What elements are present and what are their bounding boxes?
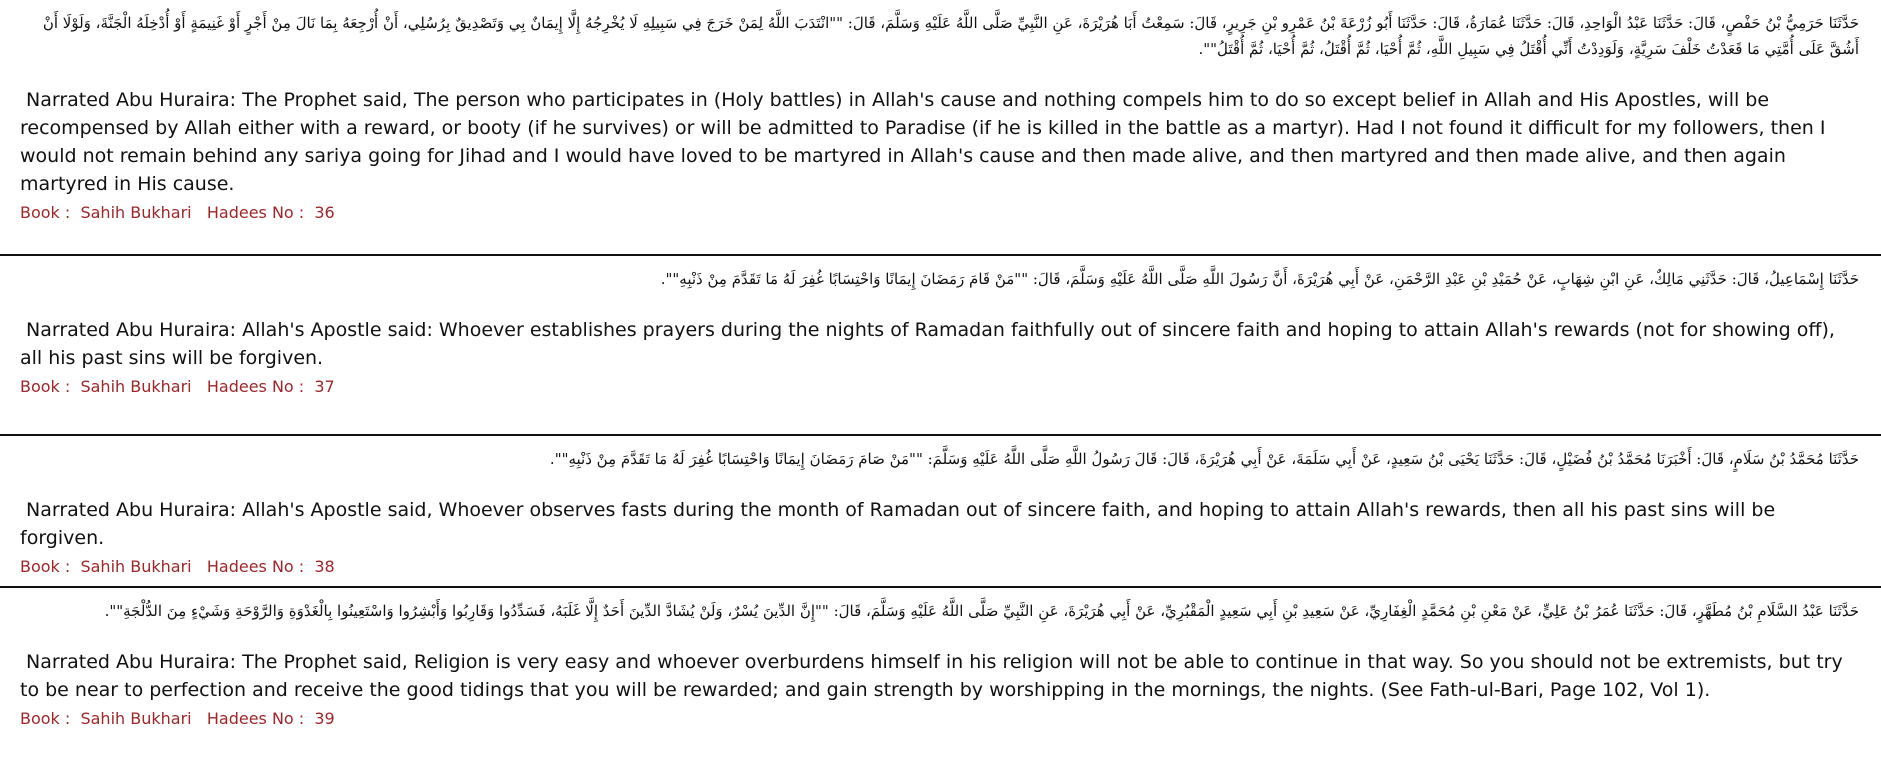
hadees-number: Hadees No : 38 bbox=[206, 557, 335, 576]
hadith-entry bbox=[0, 588, 1881, 768]
book-label: Book : Sahih Bukhari bbox=[20, 203, 192, 222]
english-translation: Narrated Abu Huraira: The Prophet said, Religion is very easy and whoever overburdens himself in his religion will not be able to continue in that way. So you should not be extremists, but try to be near to perfection and receive the good tidings that you will be rewarded; and gain strength by worshipping in the mornings, the nights. (See Fath-ul-Bari, Page 102, Vol 1). bbox=[20, 651, 1843, 701]
book-label: Book : Sahih Bukhari bbox=[20, 709, 192, 728]
hadith-entry bbox=[0, 0, 1881, 256]
hadith-reference bbox=[20, 376, 1861, 402]
arabic-text: حَدَّثَنَا إِسْمَاعِيلُ، قَالَ: حَدَّثَنِي مَالِكٌ، عَنِ ابْنِ شِهَابٍ، عَنْ حُمَيْدِ بْنِ عَبْدِ الرَّحْمَنِ، عَنْ أَبِي هُرَيْرَةَ، أَنَّ رَسُولَ اللَّهِ صَلَّى اللَّهُ عَلَيْهِ وَسَلَّمَ، قَالَ: ""مَنْ قَامَ رَمَضَانَ إِيمَانًا وَاحْتِسَابًا غُفِرَ لَهُ مَا تَقَدَّمَ مِنْ ذَنْبِهِ"". bbox=[660, 270, 1859, 288]
arabic-text: حَدَّثَنَا عَبْدُ السَّلَامِ بْنُ مُطَهَّرٍ، قَالَ: حَدَّثَنَا عُمَرُ بْنُ عَلِيٍّ، عَنْ مَعْنِ بْنِ مُحَمَّدٍ الْغِفَارِيِّ، عَنْ سَعِيدِ بْنِ أَبِي سَعِيدٍ الْمَقْبُرِيِّ، عَنْ أَبِي هُرَيْرَةَ، عَنِ النَّبِيِّ صَلَّى اللَّهُ عَلَيْهِ وَسَلَّمَ، قَالَ: ""إِنَّ الدِّينَ يُسْرٌ، وَلَنْ يُشَادَّ الدِّينَ أَحَدٌ إِلَّا غَلَبَهُ، فَسَدِّدُوا وَقَارِبُوا وَأَبْشِرُوا وَاسْتَعِينُوا بِالْغَدْوَةِ وَالرَّوْحَةِ وَشَيْءٍ مِنَ الدُّلْجَةِ"". bbox=[104, 602, 1859, 620]
hadith-reference bbox=[20, 202, 1861, 228]
hadees-number: Hadees No : 37 bbox=[206, 377, 335, 396]
hadith-reference bbox=[20, 708, 1861, 734]
english-translation: Narrated Abu Huraira: Allah's Apostle said: Whoever establishes prayers during the nights of Ramadan faithfully out of sincere faith and hoping to attain Allah's rewards (not for showing off), all his past sins will be forgiven. bbox=[20, 319, 1835, 369]
hadees-number: Hadees No : 39 bbox=[206, 709, 335, 728]
hadith-entry bbox=[0, 436, 1881, 588]
book-label: Book : Sahih Bukhari bbox=[20, 557, 192, 576]
hadith-reference bbox=[20, 556, 1861, 582]
english-translation: Narrated Abu Huraira: Allah's Apostle said, Whoever observes fasts during the month of Ramadan out of sincere faith, and hoping to attain Allah's rewards, then all his past sins will be forgiven. bbox=[20, 499, 1776, 549]
book-label: Book : Sahih Bukhari bbox=[20, 377, 192, 396]
arabic-text: حَدَّثَنَا مُحَمَّدُ بْنُ سَلَامٍ، قَالَ: أَخْبَرَنَا مُحَمَّدُ بْنُ فُضَيْلٍ، قَالَ: حَدَّثَنَا يَحْيَى بْنُ سَعِيدٍ، عَنْ أَبِي سَلَمَةَ، عَنْ أَبِي هُرَيْرَةَ، قَالَ: قَالَ رَسُولُ اللَّهِ صَلَّى اللَّهُ عَلَيْهِ وَسَلَّمَ: ""مَنْ صَامَ رَمَضَانَ إِيمَانًا وَاحْتِسَابًا غُفِرَ لَهُ مَا تَقَدَّمَ مِنْ ذَنْبِهِ"". bbox=[549, 450, 1859, 468]
arabic-text: حَدَّثَنَا حَرَمِيُّ بْنُ حَفْصٍ، قَالَ: حَدَّثَنَا عَبْدُ الْوَاحِدِ، قَالَ: حَدَّثَنَا عُمَارَةُ، قَالَ: حَدَّثَنَا أَبُو زُرْعَةَ بْنُ عَمْرِو بْنِ جَرِيرٍ، قَالَ: سَمِعْتُ أَبَا هُرَيْرَةَ، عَنِ النَّبِيِّ صَلَّى اللَّهُ عَلَيْهِ وَسَلَّمَ، قَالَ: ""انْتَدَبَ اللَّهُ لِمَنْ خَرَجَ فِي سَبِيلِهِ لَا يُخْرِجُهُ إِلَّا إِيمَانٌ بِي وَتَصْدِيقٌ بِرُسُلِي، أَنْ أُرْجِعَهُ بِمَا نَالَ مِنْ أَجْرٍ أَوْ غَنِيمَةٍ أَوْ أُدْخِلَهُ الْجَنَّةَ، وَلَوْلَا أَنْ أَشُقَّ عَلَى أُمَّتِي مَا قَعَدْتُ خَلْفَ سَرِيَّةٍ، وَلَوَدِدْتُ أَنِّي أُقْتَلُ فِي سَبِيلِ اللَّهِ، ثُمَّ أُحْيَا، ثُمَّ أُقْتَلُ، ثُمَّ أُحْيَا، ثُمَّ أُقْتَلُ"". bbox=[42, 14, 1859, 58]
hadees-number: Hadees No : 36 bbox=[206, 203, 335, 222]
hadith-entry bbox=[0, 256, 1881, 436]
english-translation: Narrated Abu Huraira: The Prophet said, The person who participates in (Holy battles) in Allah's cause and nothing compels him to do so except belief in Allah and His Apostles, will be recompensed by Allah either with a reward, or booty (if he survives) or will be admitted to Paradise (if he is killed in the battle as a martyr). Had I not found it difficult for my followers, then I would not remain behind any sariya going for Jihad and I would have loved to be martyred in Allah's cause and then made alive, and then martyred and then made alive, and then again martyred in His cause. bbox=[20, 89, 1826, 195]
